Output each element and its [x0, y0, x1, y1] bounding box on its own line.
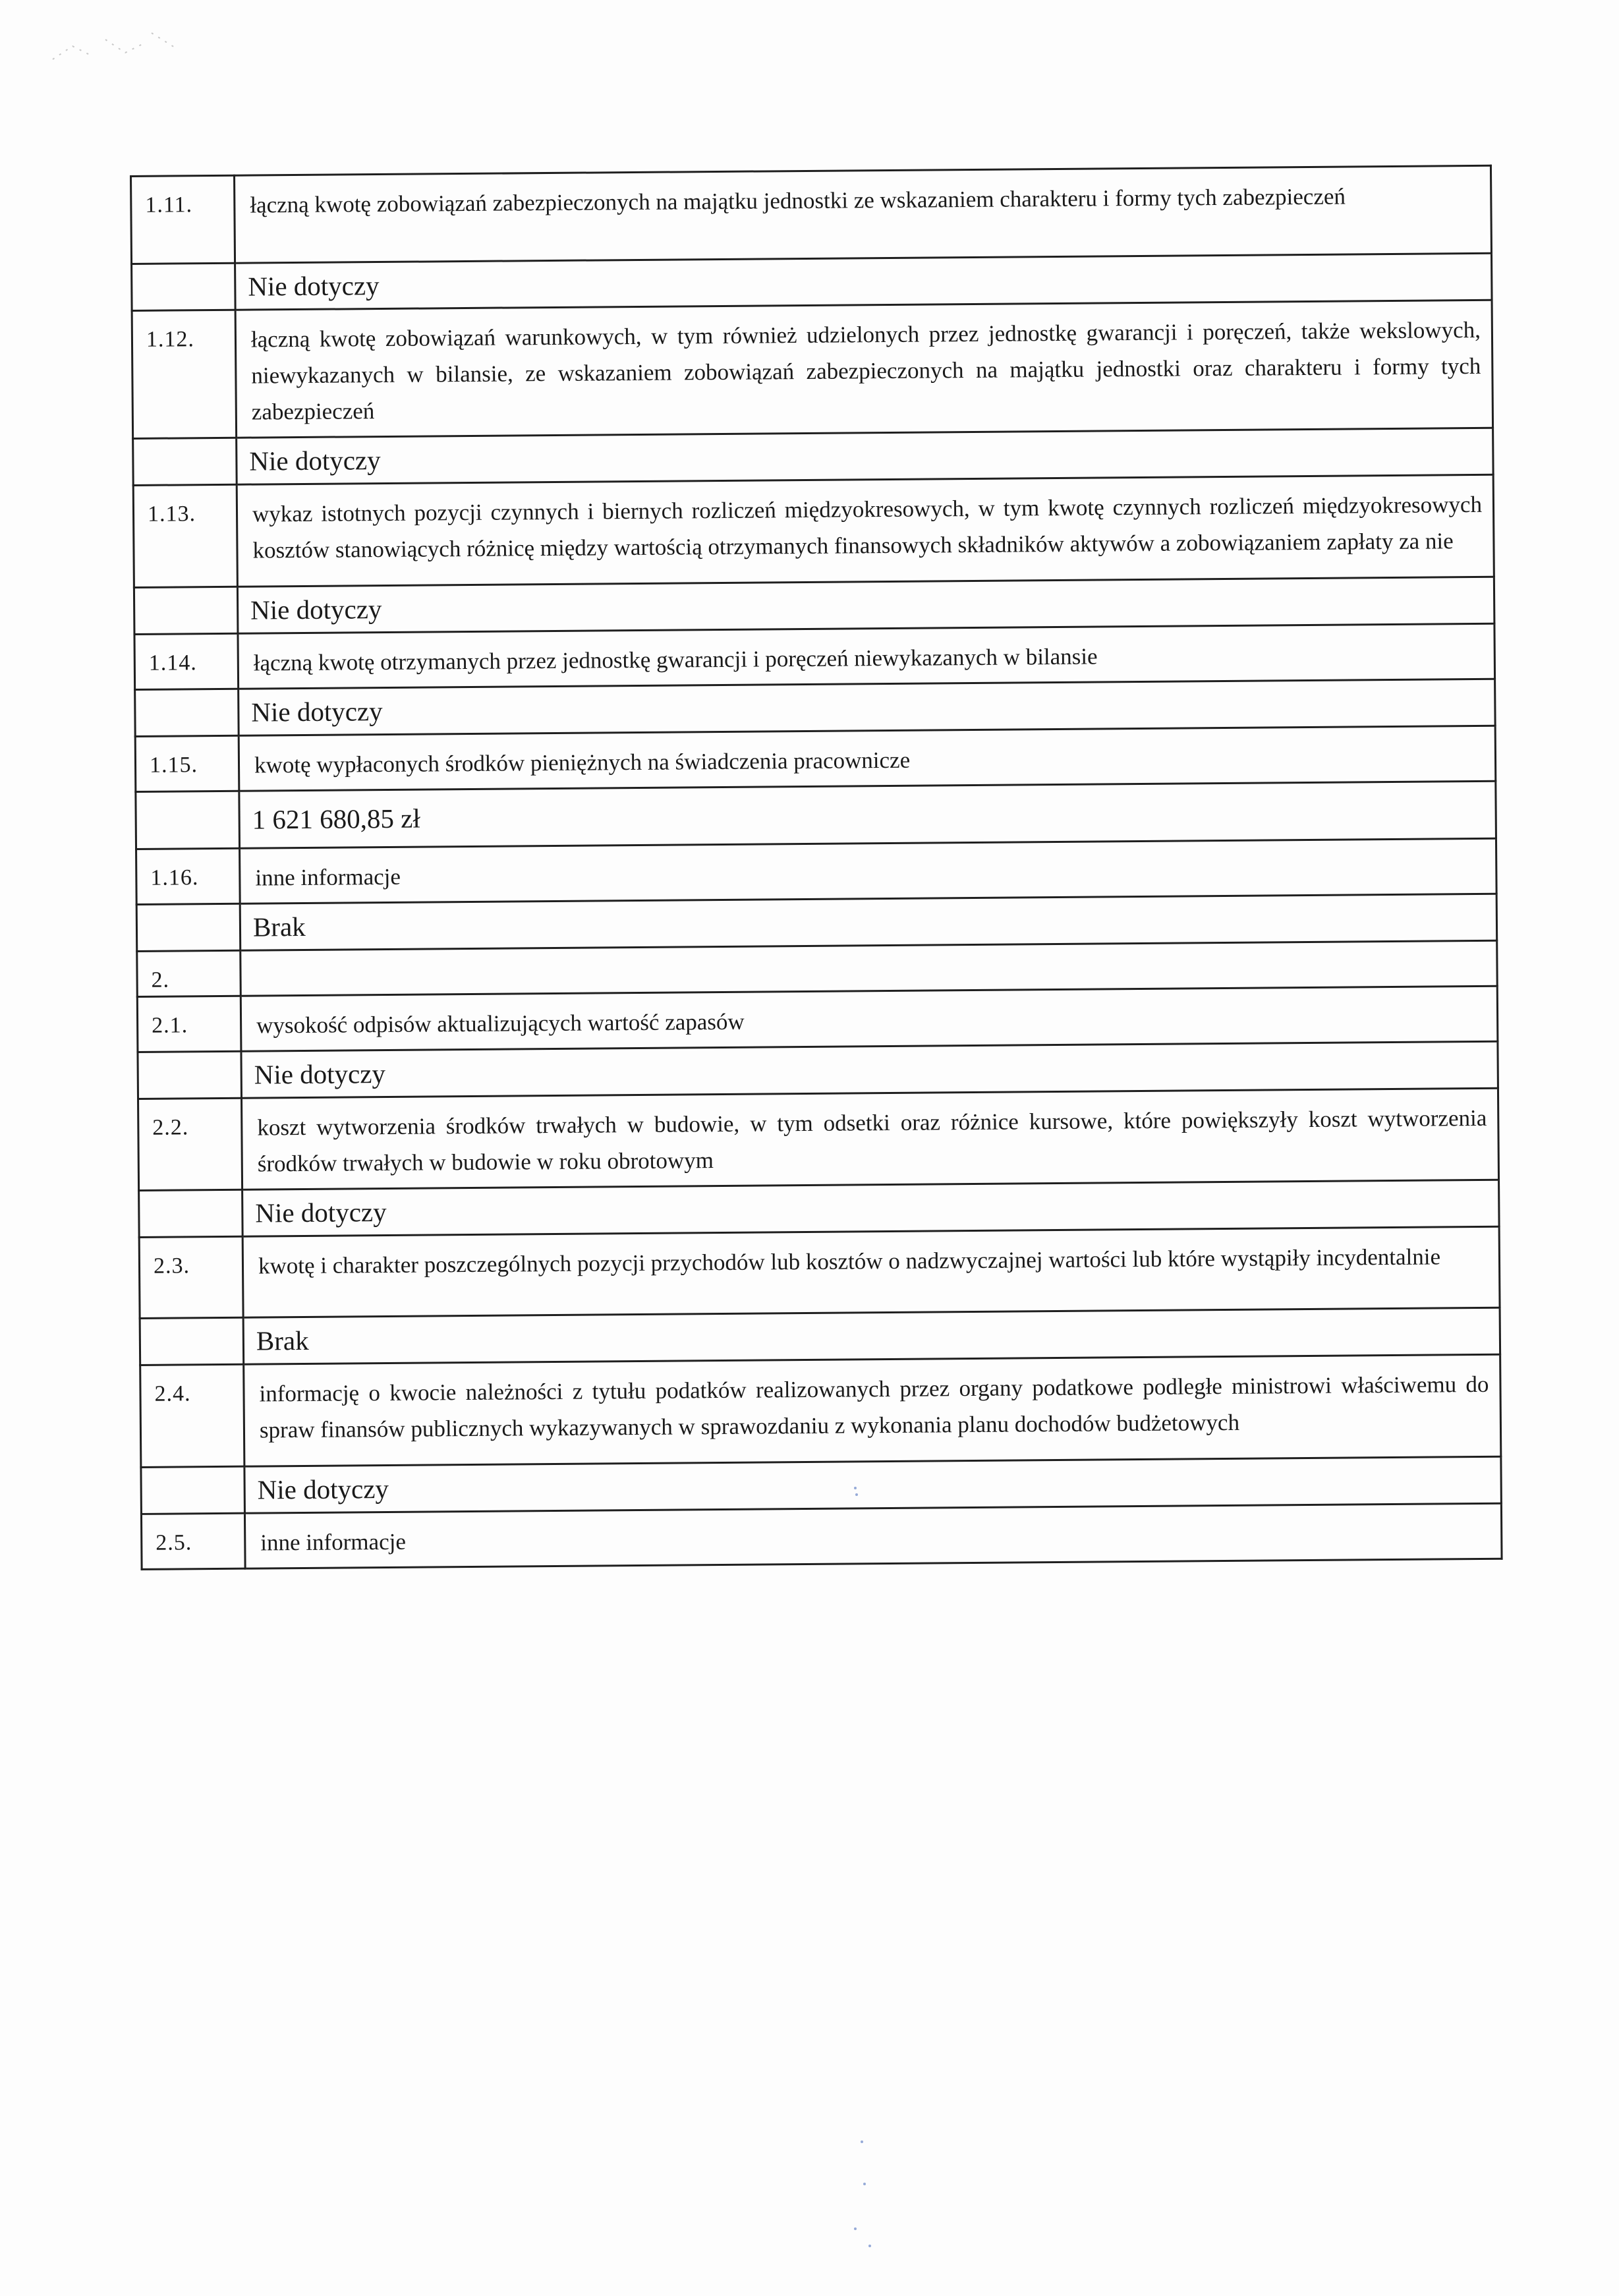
item-description-cell — [239, 726, 1496, 791]
item-description: kwotę wypłaconych środków pieniężnych na świadczenia pracownicze — [254, 747, 911, 778]
item-description-cell — [242, 1088, 1499, 1190]
item-description: koszt wytworzenia środków trwałych w budowie, w tym odsetki oraz różnice kursowe, które powiększyły koszt wytworzenia środków trwałych w budowie w roku obrotowym — [257, 1105, 1487, 1177]
item-number: 2.2. — [152, 1115, 189, 1140]
table-row-1-14 — [134, 623, 1495, 689]
item-number-cell — [133, 484, 237, 587]
scan-artifact-marks — [46, 20, 191, 72]
table-row-1-11 — [131, 165, 1492, 264]
table-row-1-15 — [135, 726, 1496, 791]
amount-value: 1 621 680,85 zł — [252, 803, 420, 835]
item-description: wykaz istotnych pozycji czynnych i biernych rozliczeń międzyokresowych, w tym kwotę czynnych rozliczeń międzyokresowych kosztów stanowiących różnicę między wartością otrzymanych finansowych składników aktywów a zobowiązaniem zapłaty za nie — [252, 491, 1483, 563]
item-number-cell — [137, 996, 241, 1052]
item-description-cell — [242, 1226, 1500, 1317]
table-row-1-13 — [133, 474, 1494, 587]
item-number: 1.16. — [150, 865, 199, 890]
item-description: inne informacje — [255, 863, 401, 891]
item-description: kwotę i charakter poszczególnych pozycji przychodów lub kosztów o nadzwyczajnej wartości lub które wystąpiły incydentalnie — [258, 1244, 1441, 1279]
item-description: inne informacje — [260, 1528, 407, 1556]
item-number: 2.3. — [153, 1253, 190, 1278]
answer-cell — [239, 781, 1496, 848]
item-description: informację o kwocie należności z tytułu podatków realizowanych przez organy podatkowe podległe ministrowi właściwemu do spraw finansów publicznych wykazywanych w sprawozdaniu z wykonania planu dochodów budżetowych — [259, 1371, 1489, 1443]
answer-text: Brak — [256, 1325, 309, 1356]
item-number: 1.14. — [148, 650, 197, 675]
scan-speck — [868, 2245, 871, 2247]
item-number: 1.12. — [146, 327, 195, 352]
table-row-2-1 — [137, 986, 1498, 1052]
item-number-cell — [140, 1364, 244, 1467]
item-description: wysokość odpisów aktualizujących wartość zapasów — [256, 1008, 745, 1039]
item-number: 2.4. — [154, 1381, 191, 1406]
item-number: 2.5. — [156, 1530, 192, 1555]
item-description-cell — [235, 165, 1492, 263]
item-description: łączną kwotę otrzymanych przez jednostkę gwarancji i poręczeń niewykazanych w bilansie — [253, 643, 1098, 676]
table-row-1-15-answer — [136, 781, 1496, 849]
item-number-cell — [135, 735, 239, 791]
table-row-1-16 — [136, 838, 1497, 904]
item-number-cell — [138, 1098, 242, 1190]
item-number: 1.13. — [147, 502, 196, 527]
item-number: 1.11. — [145, 192, 193, 217]
item-description-cell — [241, 986, 1498, 1051]
item-number: 2.1. — [151, 1013, 188, 1038]
answer-text: Nie dotyczy — [254, 1058, 386, 1090]
answer-text: Nie dotyczy — [250, 594, 382, 625]
item-description-cell — [237, 474, 1494, 587]
answer-text: Nie dotyczy — [255, 1196, 387, 1228]
table-row-2-5 — [141, 1503, 1502, 1569]
scan-speck — [861, 2140, 863, 2143]
answer-text: Nie dotyczy — [248, 270, 380, 302]
scan-speck — [854, 2227, 857, 2230]
item-number-cell — [141, 1513, 245, 1569]
item-description-cell — [244, 1503, 1502, 1568]
table-row-1-12 — [132, 300, 1492, 438]
scan-speck — [863, 2183, 866, 2185]
item-number-cell — [136, 848, 241, 904]
scan-speck — [855, 1493, 858, 1496]
item-description-cell — [240, 838, 1497, 904]
item-number-cell — [131, 175, 235, 264]
answer-text: Nie dotyczy — [251, 696, 383, 728]
item-description-cell — [235, 300, 1492, 438]
item-number-cell — [134, 633, 239, 689]
item-description-cell — [244, 1354, 1501, 1466]
table-row-2-2 — [138, 1088, 1499, 1190]
item-number-cell — [132, 310, 237, 438]
item-number: 1.15. — [149, 753, 198, 778]
information-table — [130, 165, 1503, 1570]
scan-speck — [854, 1487, 857, 1489]
item-description: łączną kwotę zobowiązań zabezpieczonych na majątku jednostki ze wskazaniem charakteru i formy tych zabezpieczeń — [250, 183, 1346, 218]
answer-text: Nie dotyczy — [257, 1473, 389, 1505]
section-number: 2. — [151, 967, 170, 992]
item-description-cell — [238, 623, 1495, 689]
answer-text: Brak — [252, 911, 306, 942]
item-description: łączną kwotę zobowiązań warunkowych, w tym również udzielonych przez jednostkę gwarancji i poręczeń, także wekslowych, niewykazanych w bilansie, ze wskazaniem zobowiązań zabezpieczonych na majątku jednostki oraz charakteru i formy tych zabezpieczeń — [250, 316, 1481, 425]
table-row-2-4 — [140, 1354, 1501, 1467]
table-row-2-3 — [139, 1226, 1500, 1318]
answer-text: Nie dotyczy — [249, 445, 381, 476]
item-number-cell — [137, 950, 241, 996]
item-number-cell — [139, 1236, 243, 1318]
